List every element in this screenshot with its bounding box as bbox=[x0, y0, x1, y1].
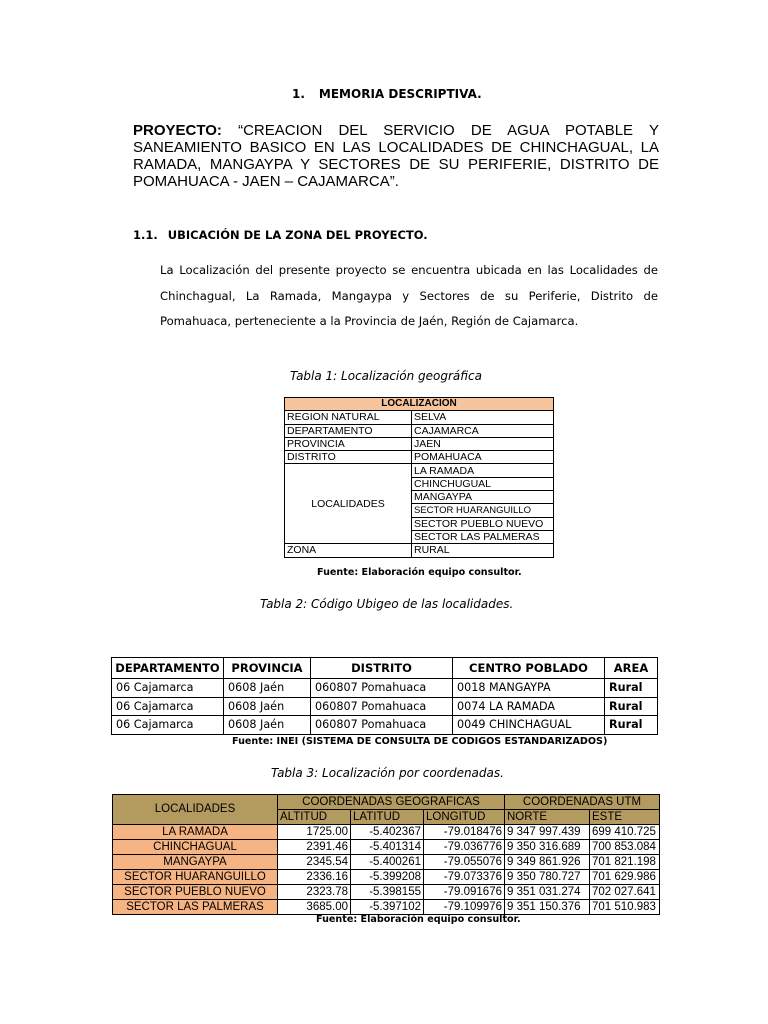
table-cell: LA RAMADA bbox=[113, 825, 278, 840]
column-header: COORDENADAS GEOGRAFICAS bbox=[278, 795, 505, 810]
subsection-number: 1.1. bbox=[133, 228, 158, 242]
table3-caption: Tabla 3: Localización por coordenadas. bbox=[271, 766, 504, 780]
table-cell: 06 Cajamarca bbox=[112, 697, 224, 716]
column-header: ALTITUD bbox=[278, 810, 351, 825]
table-cell: 0074 LA RAMADA bbox=[453, 697, 605, 716]
table-cell: 060807 Pomahuaca bbox=[311, 697, 453, 716]
table1-location bbox=[284, 397, 554, 558]
table-cell: 2345.54 bbox=[278, 855, 351, 870]
table-cell: JAEN bbox=[412, 437, 554, 450]
localities-label: LOCALIDADES bbox=[285, 464, 412, 544]
table-cell: 0018 MANGAYPA bbox=[453, 679, 605, 698]
table2-caption: Tabla 2: Código Ubigeo de las localidades. bbox=[260, 597, 514, 611]
table-row bbox=[112, 697, 658, 716]
table2-ubigeo bbox=[111, 657, 658, 735]
table-cell: -79.109976 bbox=[424, 900, 505, 915]
table-row bbox=[113, 855, 660, 870]
table-cell: Rural bbox=[605, 716, 658, 735]
table-cell: 0049 CHINCHAGUAL bbox=[453, 716, 605, 735]
table-cell: 9 350 316.689 bbox=[505, 840, 590, 855]
table-cell: SECTOR HUARANGUILLO bbox=[412, 504, 554, 517]
table-row bbox=[285, 464, 554, 477]
table-cell: -5.399208 bbox=[351, 870, 424, 885]
table-cell: 701 629.986 bbox=[590, 870, 660, 885]
table2-source: Fuente: INEI (SISTEMA DE CONSULTA DE CODIGOS ESTANDARIZADOS) bbox=[232, 736, 608, 747]
heading-number: 1. bbox=[292, 87, 305, 101]
table-row bbox=[285, 411, 554, 424]
table-cell: Rural bbox=[605, 697, 658, 716]
table-row bbox=[285, 437, 554, 450]
table-cell: 701 821.198 bbox=[590, 855, 660, 870]
table-row bbox=[113, 870, 660, 885]
table-cell: ZONA bbox=[285, 544, 412, 557]
table-cell: 699 410.725 bbox=[590, 825, 660, 840]
table-cell: 2323.78 bbox=[278, 885, 351, 900]
subsection-heading bbox=[133, 228, 428, 242]
table-cell: 0608 Jaén bbox=[224, 697, 311, 716]
table-row bbox=[112, 716, 658, 735]
table1-header: LOCALIZACION bbox=[285, 398, 554, 411]
table1-source: Fuente: Elaboración equipo consultor. bbox=[317, 567, 522, 578]
table-cell: 2391.46 bbox=[278, 840, 351, 855]
table-cell: -79.018476 bbox=[424, 825, 505, 840]
table-row bbox=[112, 679, 658, 698]
table-cell: SECTOR PUEBLO NUEVO bbox=[113, 885, 278, 900]
subsection-title: UBICACIÓN DE LA ZONA DEL PROYECTO. bbox=[167, 228, 428, 242]
table-cell: 700 853.084 bbox=[590, 840, 660, 855]
table-cell: RURAL bbox=[412, 544, 554, 557]
table-row bbox=[285, 544, 554, 557]
column-header: DEPARTAMENTO bbox=[112, 658, 224, 679]
column-header: ESTE bbox=[590, 810, 660, 825]
table-cell: DEPARTAMENTO bbox=[285, 424, 412, 437]
table-cell: -5.398155 bbox=[351, 885, 424, 900]
project-text: “CREACION DEL SERVICIO DE AGUA POTABLE Y SANEAMIENTO BASICO EN LAS LOCALIDADES DE CHINCHAGUAL, LA RAMADA, MANGAYPA Y SECTORES DE SU PERIFERIE, DISTRITO DE POMAHUACA - JAEN – CAJAMARCA”. bbox=[133, 122, 659, 190]
column-header: LOCALIDADES bbox=[113, 795, 278, 825]
section-heading bbox=[292, 87, 482, 101]
column-header: COORDENADAS UTM bbox=[505, 795, 660, 810]
table-cell: 060807 Pomahuaca bbox=[311, 679, 453, 698]
table-cell: CAJAMARCA bbox=[412, 424, 554, 437]
table3-source: Fuente: Elaboración equipo consultor. bbox=[316, 914, 521, 925]
table-cell: -79.036776 bbox=[424, 840, 505, 855]
table-cell: SECTOR LAS PALMERAS bbox=[412, 530, 554, 543]
table-cell: SECTOR LAS PALMERAS bbox=[113, 900, 278, 915]
table-cell: 702 027.641 bbox=[590, 885, 660, 900]
table-cell: 0608 Jaén bbox=[224, 716, 311, 735]
table-cell: MANGAYPA bbox=[113, 855, 278, 870]
table-cell: -5.400261 bbox=[351, 855, 424, 870]
table-cell: 0608 Jaén bbox=[224, 679, 311, 698]
table-cell: LA RAMADA bbox=[412, 464, 554, 477]
column-header: LONGITUD bbox=[424, 810, 505, 825]
table-cell: Rural bbox=[605, 679, 658, 698]
heading-title: MEMORIA DESCRIPTIVA. bbox=[318, 87, 482, 101]
table-cell: 1725.00 bbox=[278, 825, 351, 840]
column-header: DISTRITO bbox=[311, 658, 453, 679]
table-cell: -79.091676 bbox=[424, 885, 505, 900]
table-row bbox=[285, 424, 554, 437]
table-cell: PROVINCIA bbox=[285, 437, 412, 450]
table-cell: DISTRITO bbox=[285, 451, 412, 464]
column-header: AREA bbox=[605, 658, 658, 679]
column-header: LATITUD bbox=[351, 810, 424, 825]
table-cell: CHINCHAGUAL bbox=[113, 840, 278, 855]
table-cell: 06 Cajamarca bbox=[112, 679, 224, 698]
project-title bbox=[133, 122, 659, 190]
table-cell: -79.073376 bbox=[424, 870, 505, 885]
table-row bbox=[113, 840, 660, 855]
table-cell: 9 350 780.727 bbox=[505, 870, 590, 885]
table-cell: -5.397102 bbox=[351, 900, 424, 915]
table-cell: 060807 Pomahuaca bbox=[311, 716, 453, 735]
table-cell: 9 347 997.439 bbox=[505, 825, 590, 840]
table1-caption: Tabla 1: Localización geográfica bbox=[290, 369, 482, 383]
table-cell: SECTOR HUARANGUILLO bbox=[113, 870, 278, 885]
table-cell: MANGAYPA bbox=[412, 491, 554, 504]
table-cell: REGION NATURAL bbox=[285, 411, 412, 424]
table-cell: 9 349 861.926 bbox=[505, 855, 590, 870]
location-paragraph: La Localización del presente proyecto se encuentra ubicada en las Localidades de Chinchagual, La Ramada, Mangaypa y Sectores de su Periferie, Distrito de Pomahuaca, perteneciente a la Provincia de Jaén, Región de Cajamarca. bbox=[160, 263, 658, 328]
table-row bbox=[285, 451, 554, 464]
table-row bbox=[113, 825, 660, 840]
table-cell: -5.402367 bbox=[351, 825, 424, 840]
table-cell: 2336.16 bbox=[278, 870, 351, 885]
table-cell: POMAHUACA bbox=[412, 451, 554, 464]
table-cell: 9 351 150.376 bbox=[505, 900, 590, 915]
table-cell: 06 Cajamarca bbox=[112, 716, 224, 735]
table-cell: 701 510.983 bbox=[590, 900, 660, 915]
table-cell: SELVA bbox=[412, 411, 554, 424]
table-cell: 3685.00 bbox=[278, 900, 351, 915]
table-header-row bbox=[113, 795, 660, 810]
table-row bbox=[113, 885, 660, 900]
table3-coordinates bbox=[112, 794, 660, 915]
table-cell: CHINCHUGUAL bbox=[412, 477, 554, 490]
column-header: CENTRO POBLADO bbox=[453, 658, 605, 679]
column-header: NORTE bbox=[505, 810, 590, 825]
table-row bbox=[285, 398, 554, 411]
table-cell: 9 351 031.274 bbox=[505, 885, 590, 900]
table-cell: SECTOR PUEBLO NUEVO bbox=[412, 517, 554, 530]
table-cell: -5.401314 bbox=[351, 840, 424, 855]
table-row bbox=[113, 900, 660, 915]
column-header: PROVINCIA bbox=[224, 658, 311, 679]
table-cell: -79.055076 bbox=[424, 855, 505, 870]
table-header-row bbox=[112, 658, 658, 679]
project-label: PROYECTO: bbox=[133, 122, 222, 139]
